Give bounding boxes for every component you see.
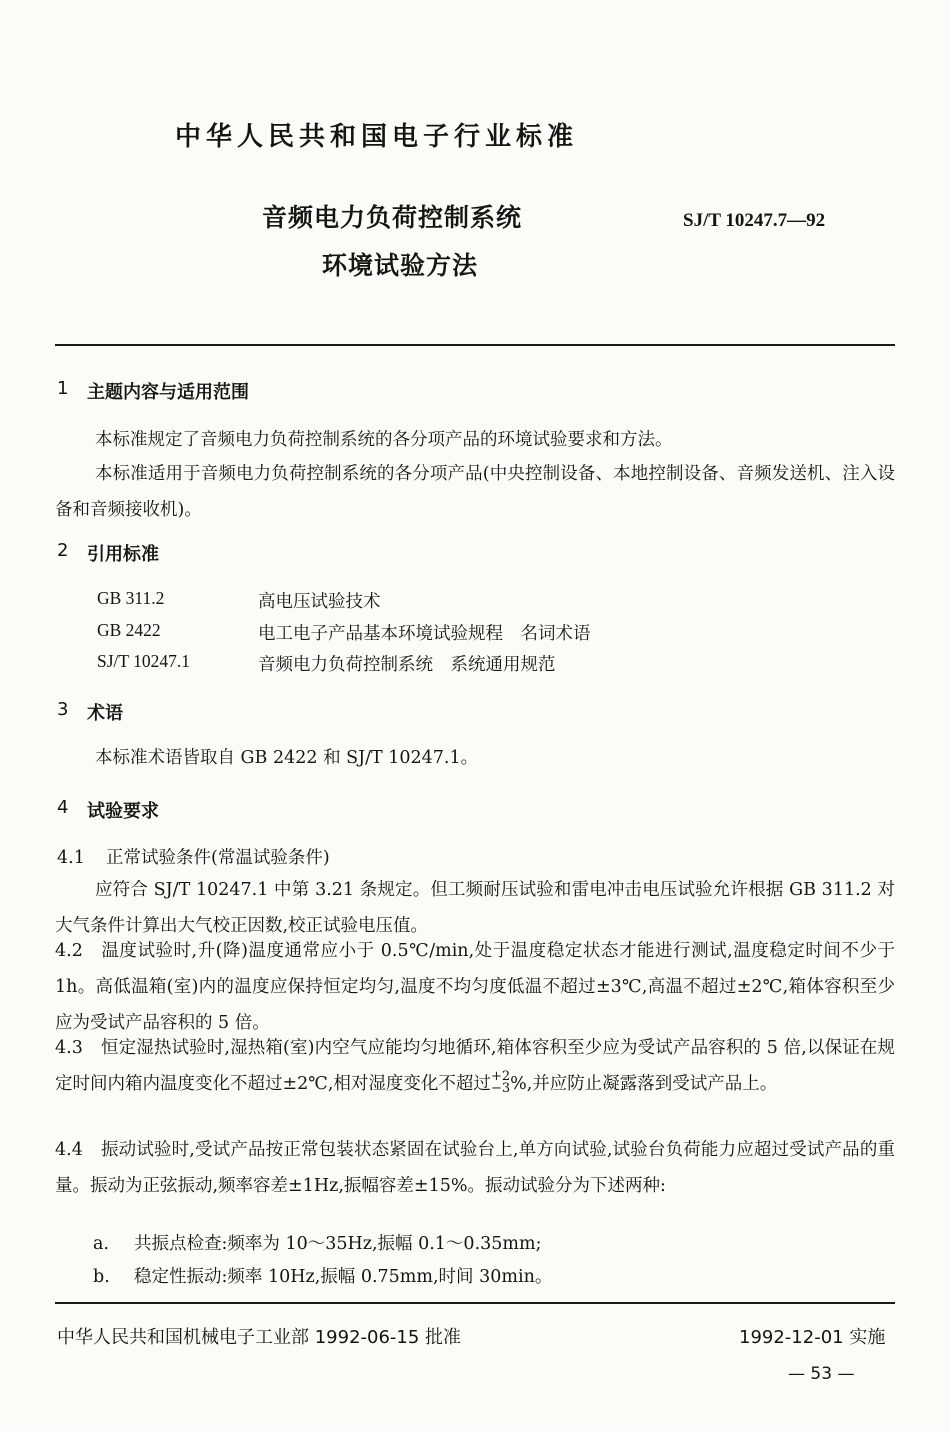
clause-4-2-number: 4.2 bbox=[55, 941, 83, 961]
footer-divider bbox=[55, 1302, 895, 1304]
list-item-text: 稳定性振动:频率 10Hz,振幅 0.75mm,时间 30min。 bbox=[134, 1267, 553, 1287]
reference-code: SJ/T 10247.1 bbox=[97, 651, 191, 671]
clause-4-3-text-end: %,并应防止凝露落到受试产品上。 bbox=[510, 1074, 778, 1094]
section-3-number: 3 bbox=[57, 699, 69, 720]
implementation-date: 1992-12-01 实施 bbox=[739, 1327, 886, 1348]
clause-4-4-text: 振动试验时,受试产品按正常包装状态紧固在试验台上,单方向试验,试验台负荷能力应超过受试产品的重量。振动为正弦振动,频率容差±1Hz,振幅容差±15%。振动试验分为下述两种: bbox=[55, 1140, 895, 1196]
tolerance-lower: −3 bbox=[490, 1080, 511, 1096]
section-2-title: 引用标准 bbox=[87, 544, 159, 565]
page-number: — 53 — bbox=[788, 1364, 855, 1384]
humidity-tolerance bbox=[490, 1068, 511, 1096]
section-4-title: 试验要求 bbox=[87, 801, 159, 822]
list-item-label: a. bbox=[93, 1234, 109, 1254]
clause-4-4-number: 4.4 bbox=[55, 1140, 83, 1160]
list-item-text: 共振点检查:频率为 10～35Hz,振幅 0.1～0.35mm; bbox=[134, 1234, 542, 1254]
clause-4-1-number: 4.1 bbox=[57, 848, 85, 868]
section-3-title: 术语 bbox=[87, 703, 123, 724]
document-title-line1: 音频电力负荷控制系统 bbox=[262, 203, 523, 232]
reference-code: GB 311.2 bbox=[97, 588, 165, 608]
clause-4-1-text: 应符合 SJ/T 10247.1 中第 3.21 条规定。但工频耐压试验和雷电冲击电压试验允许根据 GB 311.2 对大气条件计算出大气校正因数,校正试验电压值。 bbox=[55, 880, 895, 936]
section-4-number: 4 bbox=[57, 797, 69, 818]
section-2-number: 2 bbox=[57, 540, 69, 561]
clause-4-3 bbox=[55, 1030, 895, 1102]
reference-code: GB 2422 bbox=[97, 620, 161, 640]
section-3-paragraph: 本标准术语皆取自 GB 2422 和 SJ/T 10247.1。 bbox=[95, 748, 479, 768]
section-1-title: 主题内容与适用范围 bbox=[87, 382, 249, 403]
clause-4-4 bbox=[55, 1132, 895, 1204]
tolerance-upper: +2 bbox=[490, 1068, 511, 1084]
clause-4-3-number: 4.3 bbox=[55, 1038, 83, 1058]
clause-4-3-text: 恒定湿热试验时,湿热箱(室)内空气应能均匀地循环,箱体容积至少应为受试产品容积的 5 倍,以保证在规定时间内箱内温度变化不超过±2℃,相对湿度变化不超过 bbox=[55, 1038, 895, 1094]
clause-4-2-text: 温度试验时,升(降)温度通常应小于 0.5℃/min,处于温度稳定状态才能进行测试,温度稳定时间不少于1h。高低温箱(室)内的温度应保持恒定均匀,温度不均匀度低温不超过±3℃,高温不超过±2℃,箱体容积至少应为受试产品容积的 5 倍。 bbox=[55, 941, 895, 1033]
document-title-line2: 环境试验方法 bbox=[322, 251, 479, 280]
clause-4-2 bbox=[55, 933, 895, 1041]
standard-code: SJ/T 10247.7—92 bbox=[683, 210, 826, 231]
reference-description: 电工电子产品基本环境试验规程 名词术语 bbox=[258, 624, 591, 644]
standard-header: 中华人民共和国电子行业标准 bbox=[175, 122, 579, 152]
section-1-paragraph-1: 本标准规定了音频电力负荷控制系统的各分项产品的环境试验要求和方法。 bbox=[95, 430, 673, 450]
section-1-paragraph-2: 本标准适用于音频电力负荷控制系统的各分项产品(中央控制设备、本地控制设备、音频发送机、注入设备和音频接收机)。 bbox=[55, 464, 895, 520]
section-1-number: 1 bbox=[57, 378, 69, 399]
reference-description: 高电压试验技术 bbox=[258, 592, 381, 612]
top-divider bbox=[55, 344, 895, 346]
clause-4-1-title: 正常试验条件(常温试验条件) bbox=[106, 848, 330, 868]
reference-description: 音频电力负荷控制系统 系统通用规范 bbox=[258, 655, 556, 675]
list-item-label: b. bbox=[93, 1267, 110, 1287]
approval-statement: 中华人民共和国机械电子工业部 1992-06-15 批准 bbox=[57, 1327, 462, 1348]
